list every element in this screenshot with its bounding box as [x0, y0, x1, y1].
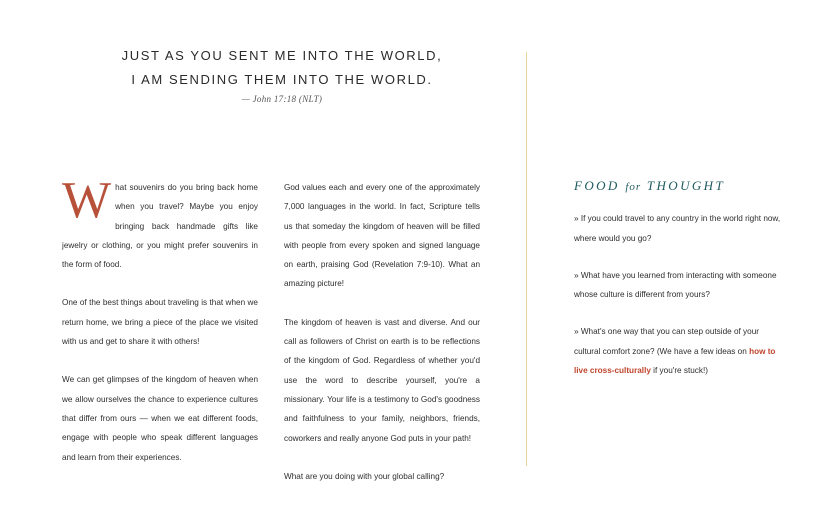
scripture-quote [62, 44, 502, 104]
drop-cap: W [62, 172, 112, 229]
paragraph: God values each and every one of the approximately 7,000 languages in the world. In fact, Scripture tells us that someday the kingdom of heaven will be filled with people from every spoken and signed language on earth, praising God (Revelation 7:9-10). What an amazing picture! [284, 183, 480, 289]
vertical-divider [526, 52, 527, 466]
paragraph: What are you doing with your global calling? [284, 471, 445, 481]
food-for-thought-sidebar [574, 176, 784, 398]
paragraph: The kingdom of heaven is vast and diverse. And our call as followers of Christ on earth is to be reflections of the kingdom of God. Regardless of whether you'd use the word to describe yourself, you're a missionary. Your life is a testimony to God's goodness and faithfulness to your family, neighbors, friends, coworkers and really anyone God puts in your path! [284, 317, 480, 443]
intro-text: hat souvenirs do you bring back home when you travel? Maybe you enjoy bringing back handmade gifts like jewelry or clothing, or you might prefer souvenirs in the form of food. [62, 183, 258, 270]
question-3-end: if you're stuck!) [650, 366, 708, 376]
intro-paragraph [62, 172, 258, 274]
question-3-text: » What's one way that you can step outside of your cultural comfort zone? (We have a few ideas on [574, 327, 759, 356]
question-3 [574, 322, 784, 380]
question-1: » If you could travel to any country in the world right now, where would you go? [574, 214, 781, 243]
quote-citation: — John 17:18 (NLT) [241, 94, 323, 104]
sidebar-heading [574, 176, 784, 197]
quote-line-2: I AM SENDING THEM INTO THE WORLD. [131, 72, 433, 87]
article-column-2 [284, 178, 480, 505]
article-column-1 [62, 172, 258, 486]
quote-line-1: JUST AS YOU SENT ME INTO THE WORLD, [121, 48, 443, 63]
cross-cultural-link[interactable]: how to live cross-culturally [574, 346, 776, 376]
heading-for: for [625, 181, 642, 193]
paragraph: One of the best things about traveling is that when we return home, we bring a piece of the place we visited with us and get to share it with others! [62, 298, 258, 347]
heading-thought: THOUGHT [646, 178, 726, 193]
question-2: » What have you learned from interacting with someone whose culture is different from yours? [574, 270, 777, 300]
heading-food: FOOD [574, 178, 620, 193]
paragraph: We can get glimpses of the kingdom of heaven when we allow ourselves the chance to experience cultures that differ from ours — when we eat different foods, engage with people who speak different languages and learn from their experiences. [62, 375, 258, 462]
